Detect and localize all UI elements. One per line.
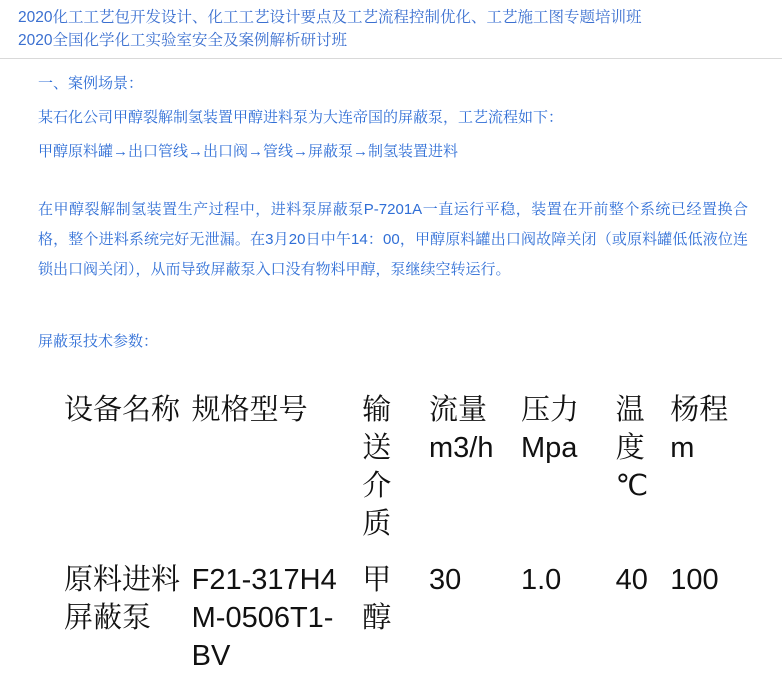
cell-model: F21-317H4M-0506T1-BV [191, 564, 337, 672]
spec-table [64, 391, 748, 675]
header-title-line-1: 2020化工工艺包开发设计、化工工艺设计要点及工艺流程控制优化、工艺施工图专题培训班 [18, 9, 642, 26]
process-flow-paragraph: 甲醇原料罐→出口管线→出口阀→管线→屏蔽泵→制氢装置进料 [38, 143, 459, 160]
header-cell-medium: 输送介质 [362, 394, 392, 540]
header-cell-temperature [616, 391, 671, 561]
header-cell-flow-unit: m3/h [428, 432, 494, 464]
header-cell-flow-label: 流量 [428, 394, 487, 426]
cell-temperature: 40 [615, 564, 648, 596]
cell-flow: 30 [428, 564, 462, 596]
header-cell-flow [429, 391, 521, 561]
section-title: 一、案例场景： [38, 75, 144, 92]
spec-table-wrapper [38, 391, 748, 675]
header-cell-pressure-label: 压力 [520, 394, 579, 426]
header-cell-pressure [521, 391, 616, 561]
table-row [64, 561, 748, 675]
cell-medium: 甲醇 [362, 564, 392, 634]
intro-paragraph: 某石化公司甲醇裂解制氢装置甲醇进料泵为大连帝国的屏蔽泵，工艺流程如下： [38, 109, 564, 126]
cell-pressure: 1.0 [520, 564, 562, 596]
header-cell-pressure-unit: Mpa [520, 432, 578, 464]
cell-name: 原料进料屏蔽泵 [64, 564, 181, 634]
table-header-row [64, 391, 748, 561]
parameters-title: 屏蔽泵技术参数： [38, 333, 159, 350]
cell-head: 100 [670, 564, 719, 596]
header-cell-head-unit: m [670, 432, 695, 464]
header-title-line-2: 2020全国化学化工实验室安全及案例解析研讨班 [18, 32, 347, 49]
header-cell-temperature-label: 温度 [615, 394, 645, 464]
header-cell-model: 规格型号 [191, 394, 308, 426]
header-cell-head [670, 391, 748, 561]
header-cell-name: 设备名称 [64, 394, 181, 426]
header-cell-temperature-unit: ℃ [615, 470, 649, 502]
document-header [0, 0, 782, 59]
document-body [0, 59, 782, 675]
description-paragraph: 在甲醇裂解制氢装置生产过程中，进料泵屏蔽泵P-7201A一直运行平稳，装置在开前整个系统已经置换合格，整个进料系统完好无泄漏。在3月20日中午14：00，甲醇原料罐出口阀故障关闭（或原料罐低低液位连锁出口阀关闭），从而导致屏蔽泵入口没有物料甲醇，泵继续空转运行。 [38, 201, 748, 278]
header-cell-head-label: 杨程 [670, 394, 729, 426]
